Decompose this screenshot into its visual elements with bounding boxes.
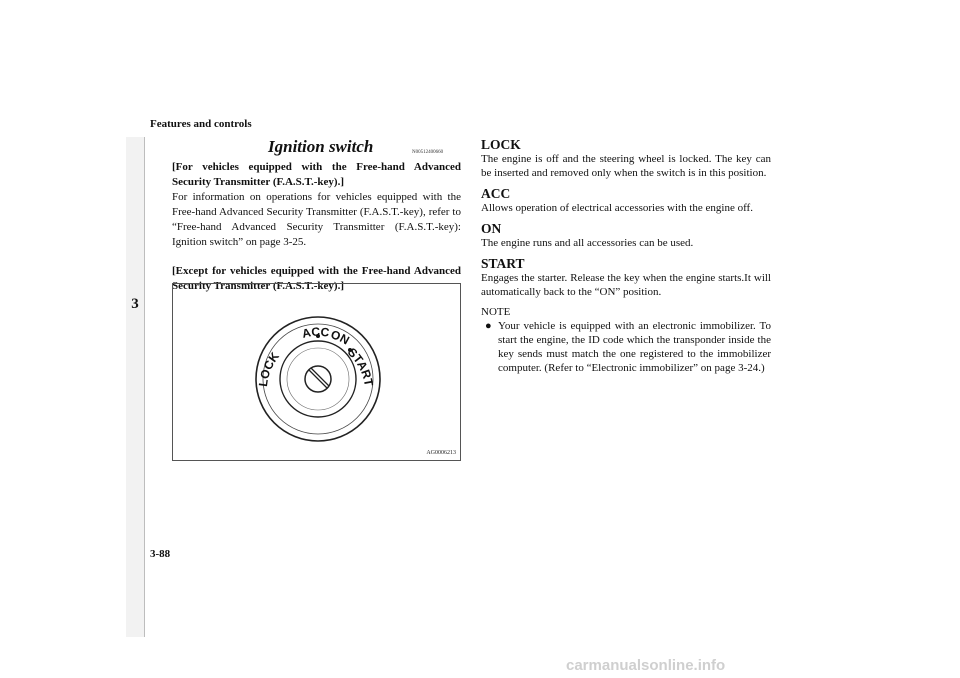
start-description: Engages the starter. Release the key when the engine starts.It will automatically back to the “ON” position. xyxy=(481,272,771,298)
label-lock: LOCK xyxy=(255,349,282,388)
chapter-number: 3 xyxy=(131,296,139,312)
acc-description: Allows operation of electrical accessories with the engine off. xyxy=(481,202,753,214)
left-column xyxy=(172,160,461,294)
label-acc: ACC xyxy=(300,324,331,341)
note-label: NOTE xyxy=(481,306,511,318)
on-description: The engine runs and all accessories can be used. xyxy=(481,237,694,249)
page-title: Ignition switch xyxy=(268,137,374,156)
bullet-icon: ● xyxy=(485,320,492,332)
except-heading: [Except for vehicles equipped with the Free-hand Advanced Security Transmitter (F.A.S.T.-key).] xyxy=(172,265,461,292)
section-header: Features and controls xyxy=(150,118,252,130)
on-heading: ON xyxy=(481,221,502,236)
note-item xyxy=(485,319,771,375)
chapter-tab xyxy=(126,137,145,637)
watermark: carmanualsonline.info xyxy=(566,657,726,674)
fast-key-paragraph: For information on operations for vehicles equipped with the Free-hand Advanced Security Transmitter (F.A.S.T.-key), refer to “Free-hand Advanced Security Transmitter (F.A.S.T.-key): Ignition switch” on page 3-25. xyxy=(172,191,461,248)
page-number: 3-88 xyxy=(150,548,171,560)
figure-code: AG0006213 xyxy=(426,450,456,456)
start-heading: START xyxy=(481,256,525,271)
lock-description: The engine is off and the steering wheel is locked. The key can be inserted and removed only when the switch is in this position. xyxy=(481,153,771,179)
label-start: START xyxy=(344,345,376,388)
section-code: N00512400660 xyxy=(412,150,444,155)
right-column xyxy=(481,137,771,375)
spacer xyxy=(172,250,461,264)
ignition-figure xyxy=(172,283,461,461)
ignition-switch-illustration xyxy=(173,284,460,460)
note-text: Your vehicle is equipped with an electronic immobilizer. To start the engine, the ID code which the transponder inside the key sends must match the one registered to the immobilizer computer. (Refer to “Electronic immobilizer” on page 3-24.) xyxy=(498,320,771,374)
label-on: ON xyxy=(329,327,352,348)
lock-heading: LOCK xyxy=(481,137,521,152)
fast-key-heading: [For vehicles equipped with the Free-hand Advanced Security Transmitter (F.A.S.T.-key).] xyxy=(172,161,461,188)
acc-heading: ACC xyxy=(481,186,511,201)
